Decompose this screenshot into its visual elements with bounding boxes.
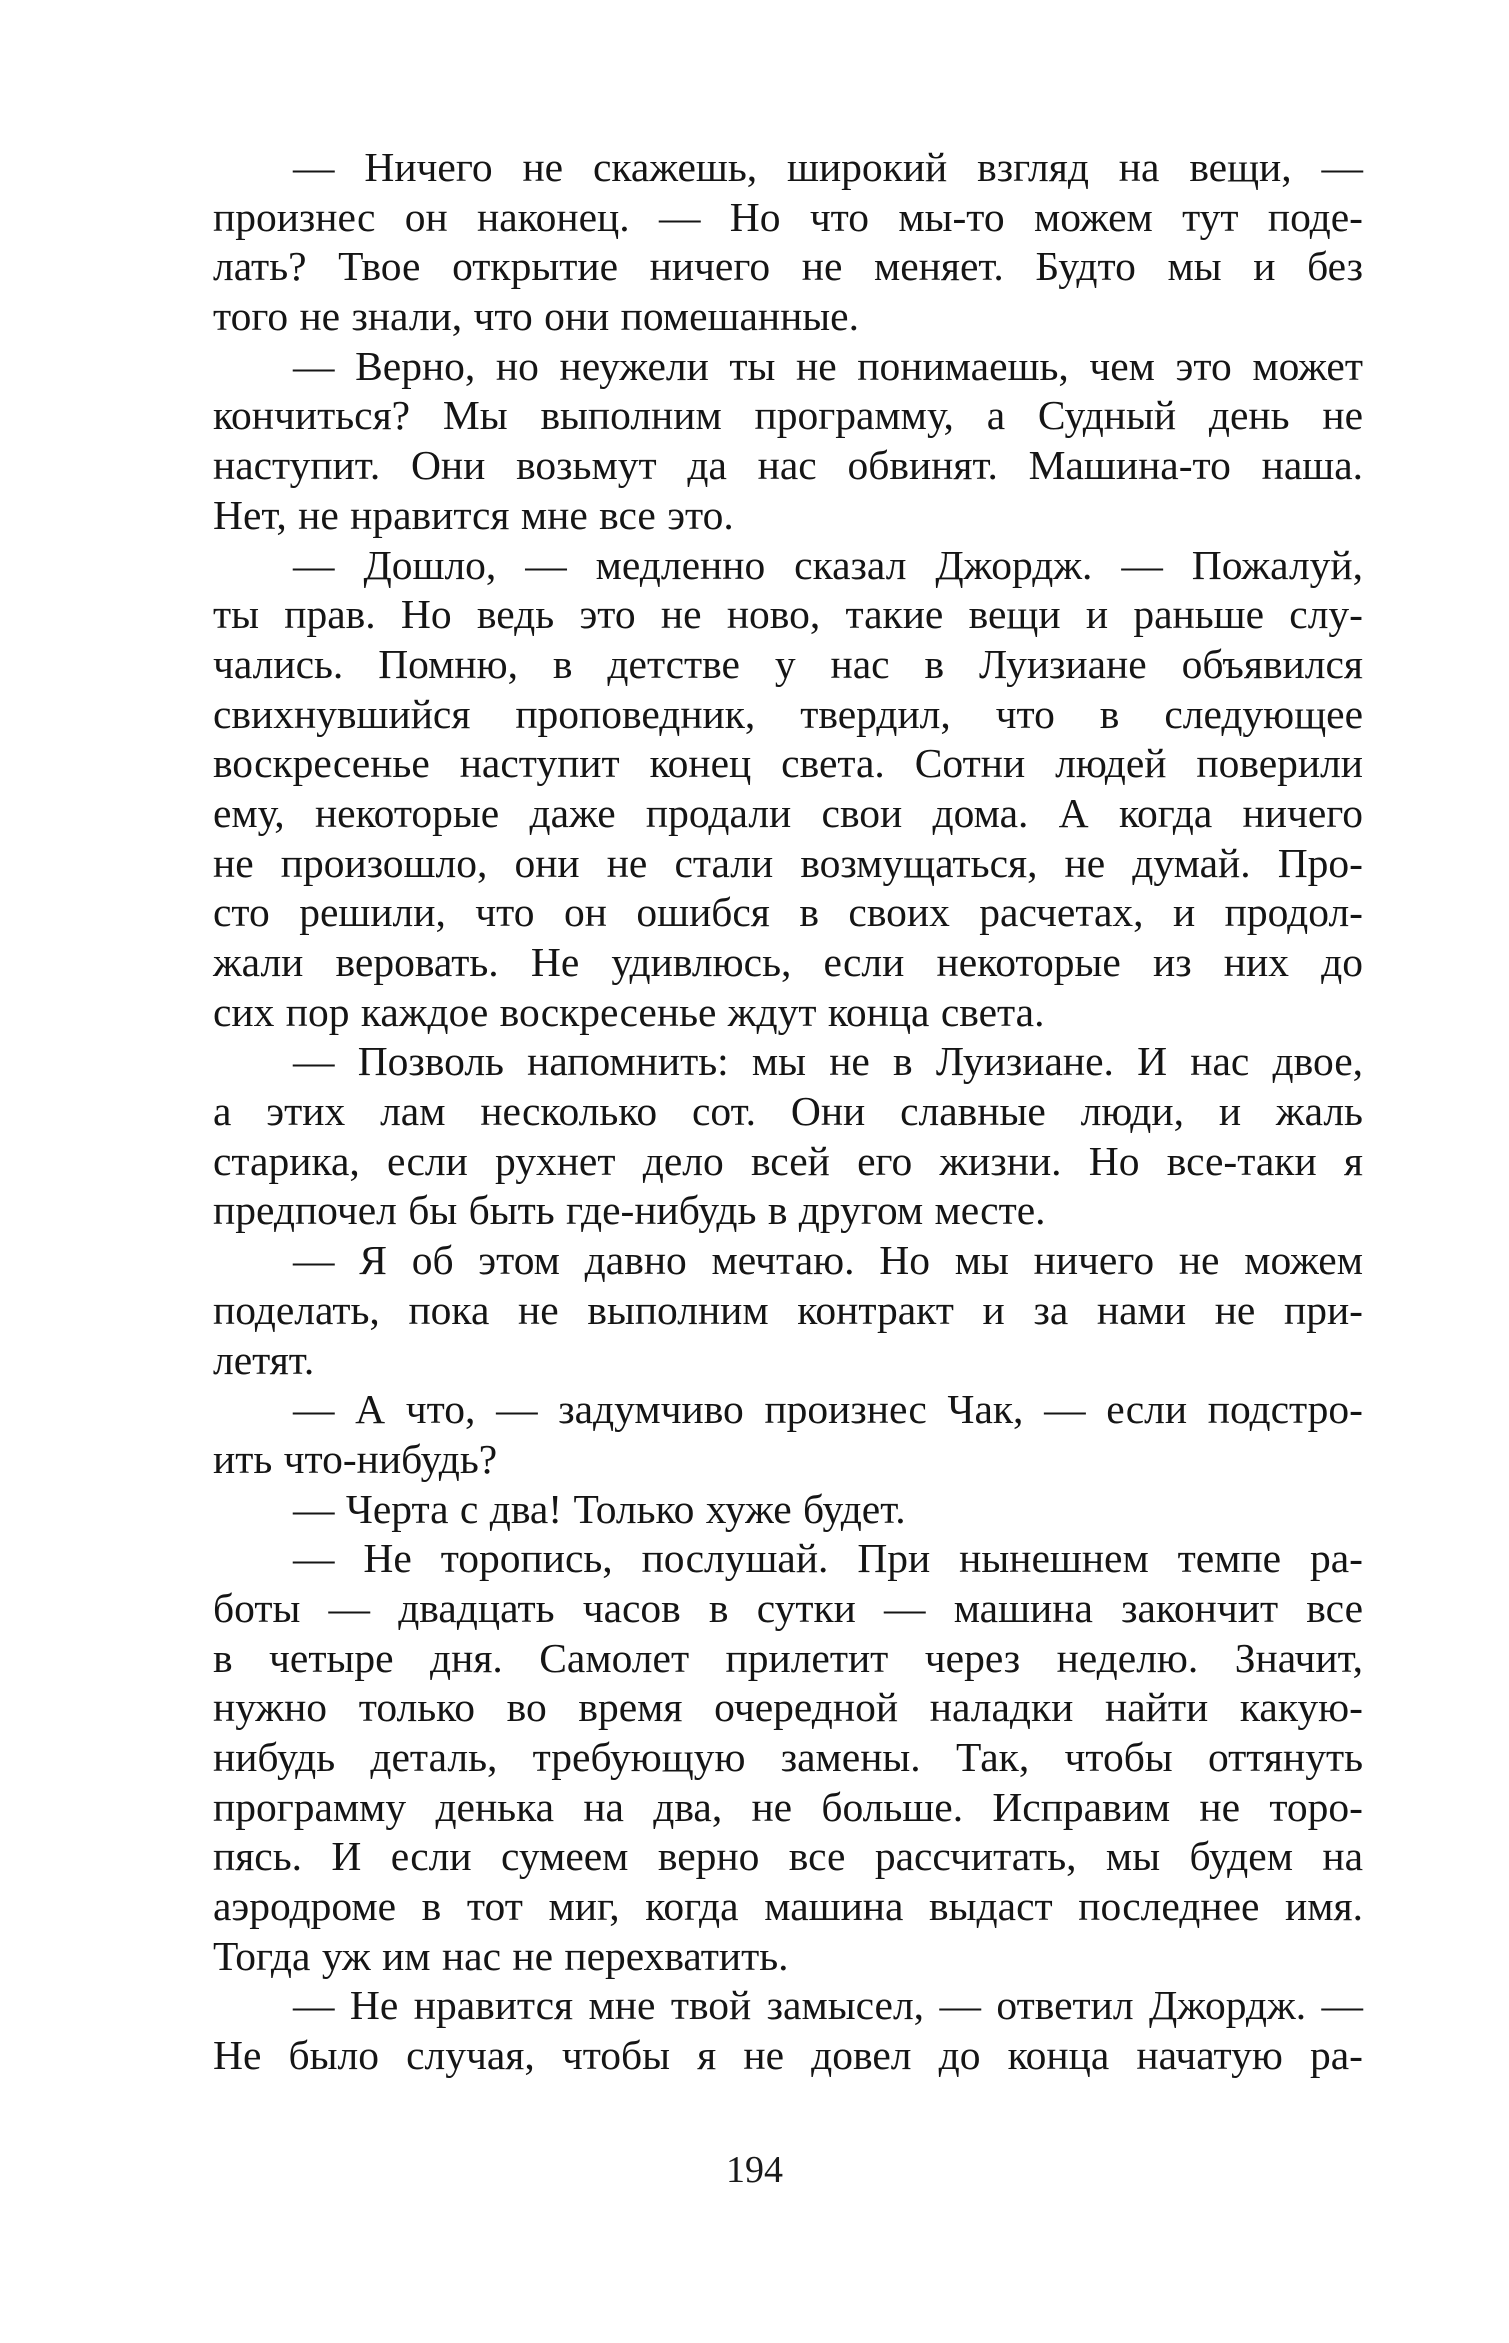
page-number: 194 [726, 2149, 783, 2191]
paragraph [213, 1385, 1363, 1484]
text-line: — А что, — задумчиво произнес Чак, — если подстро- [293, 1386, 1363, 1433]
text-line: в четыре дня. Самолет прилетит через неделю. Значит, [213, 1634, 1363, 1681]
paragraph [213, 1534, 1363, 1981]
text-line: старика, если рухнет дело всей его жизни. Но все-таки я [213, 1137, 1363, 1184]
text-line: — Ничего не скажешь, широкий взгляд на вещи, — [293, 144, 1363, 190]
text-line: предпочел бы быть где-нибудь в другом месте. [213, 1187, 1046, 1234]
paragraph [213, 143, 1363, 342]
text-line: ему, некоторые даже продали свои дома. А когда ничего [213, 789, 1363, 836]
text-line: нибудь деталь, требующую замены. Так, чтобы оттянуть [213, 1734, 1363, 1780]
text-line: пясь. И если сумеем верно все рассчитать, мы будем на [213, 1833, 1363, 1880]
text-line: воскресенье наступит конец света. Сотни людей поверили [213, 740, 1363, 787]
text-line: не произошло, они не стали возмущаться, не думай. Про- [213, 839, 1363, 886]
paragraph [213, 541, 1363, 1038]
paragraph [213, 1037, 1363, 1236]
text-line: произнес он наконец. — Но что мы-то можем тут поде- [213, 193, 1363, 240]
text-line: чались. Помню, в детстве у нас в Луизиане объявился [213, 640, 1363, 687]
text-line: Тогда уж им нас не перехватить. [213, 1932, 789, 1979]
paragraph [213, 1485, 1363, 1535]
text-line: кончиться? Мы выполним программу, а Судный день не [213, 392, 1363, 439]
text-line: ить что-нибудь? [213, 1435, 498, 1482]
text-line: а этих лам несколько сот. Они славные люди, и жаль [213, 1088, 1363, 1135]
text-line: — Не торопись, послушай. При нынешнем темпе ра- [293, 1535, 1363, 1582]
text-line: — Дошло, — медленно сказал Джордж. — Пожалуй, [293, 541, 1363, 588]
text-line: сих пор каждое воскресенье ждут конца света. [213, 988, 1045, 1035]
text-line: нужно только во время очередной наладки найти какую- [213, 1684, 1363, 1731]
text-line: сто решили, что он ошибся в своих расчетах, и продол- [213, 889, 1363, 936]
text-line: — Я об этом давно мечтаю. Но мы ничего не можем [293, 1237, 1363, 1284]
text-line: наступит. Они возьмут да нас обвинят. Машина-то наша. [213, 442, 1363, 489]
text-line: жали веровать. Не удивлюсь, если некоторые из них до [213, 939, 1363, 985]
text-line: программу денька на два, не больше. Исправим не торо- [213, 1783, 1363, 1830]
text-line: — Позволь напомнить: мы не в Луизиане. И нас двое, [293, 1038, 1363, 1085]
text-line: поделать, пока не выполним контракт и за нами не при- [213, 1286, 1363, 1333]
text-line: — Черта с два! Только хуже будет. [293, 1485, 906, 1532]
text-line: аэродроме в тот миг, когда машина выдаст последнее имя. [213, 1883, 1363, 1930]
paragraph [213, 1236, 1363, 1385]
paragraph [213, 342, 1363, 541]
text-line: летят. [213, 1336, 315, 1383]
text-line: Нет, не нравится мне все это. [213, 491, 734, 538]
text-line: боты — двадцать часов в сутки — машина закончит все [213, 1584, 1363, 1631]
text-line: Не было случая, чтобы я не довел до конца начатую ра- [213, 2032, 1363, 2079]
text-line: свихнувшийся проповедник, твердил, что в следующее [213, 690, 1363, 737]
text-line: ты прав. Но ведь это не ново, такие вещи и раньше слу- [213, 591, 1363, 638]
page-text [213, 143, 1363, 2081]
paragraph [213, 1981, 1363, 2080]
text-line: — Не нравится мне твой замысел, — ответил Джордж. — [293, 1982, 1363, 2029]
text-line: того не знали, что они помешанные. [213, 293, 859, 340]
text-line: — Верно, но неужели ты не понимаешь, чем это может [293, 342, 1363, 389]
text-line: лать? Твое открытие ничего не меняет. Будто мы и без [213, 243, 1363, 290]
